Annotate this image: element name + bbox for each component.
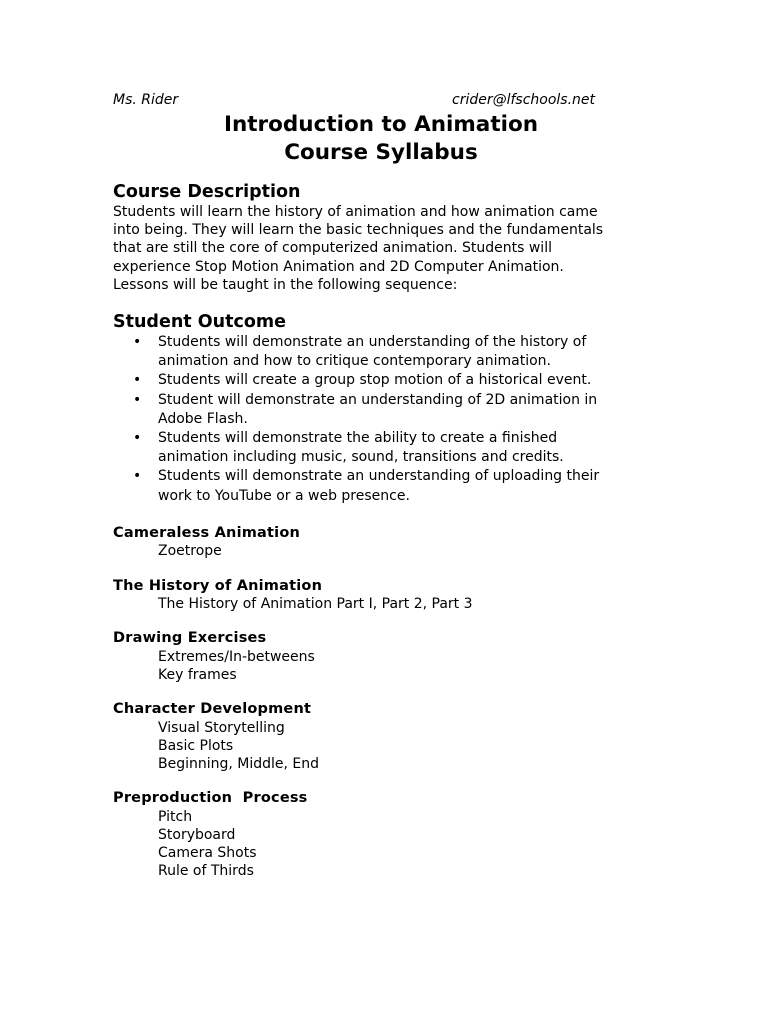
unit-history-of-animation (113, 577, 653, 614)
outcome-text: animation including music, sound, transitions and credits. (158, 449, 564, 466)
outcome-text: Students will demonstrate an understanding of the history of (158, 334, 587, 351)
unit-topic: Zoetrope (158, 543, 222, 560)
syllabus-page (113, 92, 653, 881)
outcome-text: animation and how to critique contemporary animation. (158, 353, 551, 370)
outcome-list (113, 333, 653, 506)
unit-topic: Visual Storytelling (158, 719, 285, 736)
description-line: experience Stop Motion Animation and 2D Computer Animation. (113, 258, 564, 275)
unit-topic: The History of Animation Part I, Part 2, Part 3 (158, 596, 473, 613)
bullet-icon: • (133, 372, 142, 389)
bullet-icon: • (133, 391, 142, 408)
title-line-2: Course Syllabus (284, 140, 478, 165)
document-title (111, 111, 653, 167)
list-item (113, 467, 653, 505)
teacher-name: Ms. Rider (113, 92, 179, 108)
student-outcome-heading: Student Outcome (113, 312, 286, 333)
course-description-section (113, 181, 653, 294)
unit-topic: Pitch (158, 808, 193, 825)
description-line: Students will learn the history of animation and how animation came (113, 204, 598, 220)
unit-topic: Storyboard (158, 826, 236, 843)
list-item (113, 371, 653, 390)
unit-cameraless-animation (113, 524, 653, 561)
unit-heading: Cameraless Animation (113, 524, 301, 541)
list-item (113, 391, 653, 429)
description-line: into being. They will learn the basic techniques and the fundamentals (113, 222, 604, 239)
unit-topic: Key frames (158, 666, 237, 683)
student-outcome-section (113, 311, 653, 506)
list-item (113, 429, 653, 467)
course-description-text (113, 203, 653, 294)
course-description-heading: Course Description (113, 182, 301, 202)
unit-character-development (113, 700, 653, 773)
page-header (113, 92, 653, 112)
teacher-email: crider@lfschools.net (452, 92, 596, 108)
outcome-text: Adobe Flash. (158, 410, 248, 427)
unit-preproduction-process (113, 789, 653, 880)
unit-topic: Extremes/In-betweens (158, 648, 315, 665)
unit-heading: The History of Animation (113, 577, 323, 594)
title-line-1: Introduction to Animation (223, 112, 539, 137)
unit-heading: Drawing Exercises (113, 630, 267, 647)
outcome-text: Students will create a group stop motion of a historical event. (158, 372, 592, 389)
bullet-icon: • (133, 334, 142, 351)
bullet-icon: • (133, 430, 142, 447)
bullet-icon: • (133, 468, 142, 485)
description-line: that are still the core of computerized animation. Students will (113, 240, 552, 257)
unit-heading: Character Development (113, 701, 312, 718)
unit-topic: Beginning, Middle, End (158, 756, 320, 773)
outcome-text: Students will demonstrate the ability to create a finished (158, 430, 558, 447)
outcome-text: Student will demonstrate an understanding of 2D animation in (158, 391, 598, 408)
unit-topic: Basic Plots (158, 737, 234, 754)
unit-topic: Camera Shots (158, 845, 257, 862)
outcome-text: Students will demonstrate an understanding of uploading their (158, 468, 600, 485)
unit-heading: Preproduction Process (113, 790, 308, 807)
unit-drawing-exercises (113, 629, 653, 684)
outcome-text: work to YouTube or a web presence. (158, 487, 410, 504)
unit-topic: Rule of Thirds (158, 863, 254, 880)
list-item (113, 333, 653, 371)
description-line: Lessons will be taught in the following sequence: (113, 276, 458, 293)
